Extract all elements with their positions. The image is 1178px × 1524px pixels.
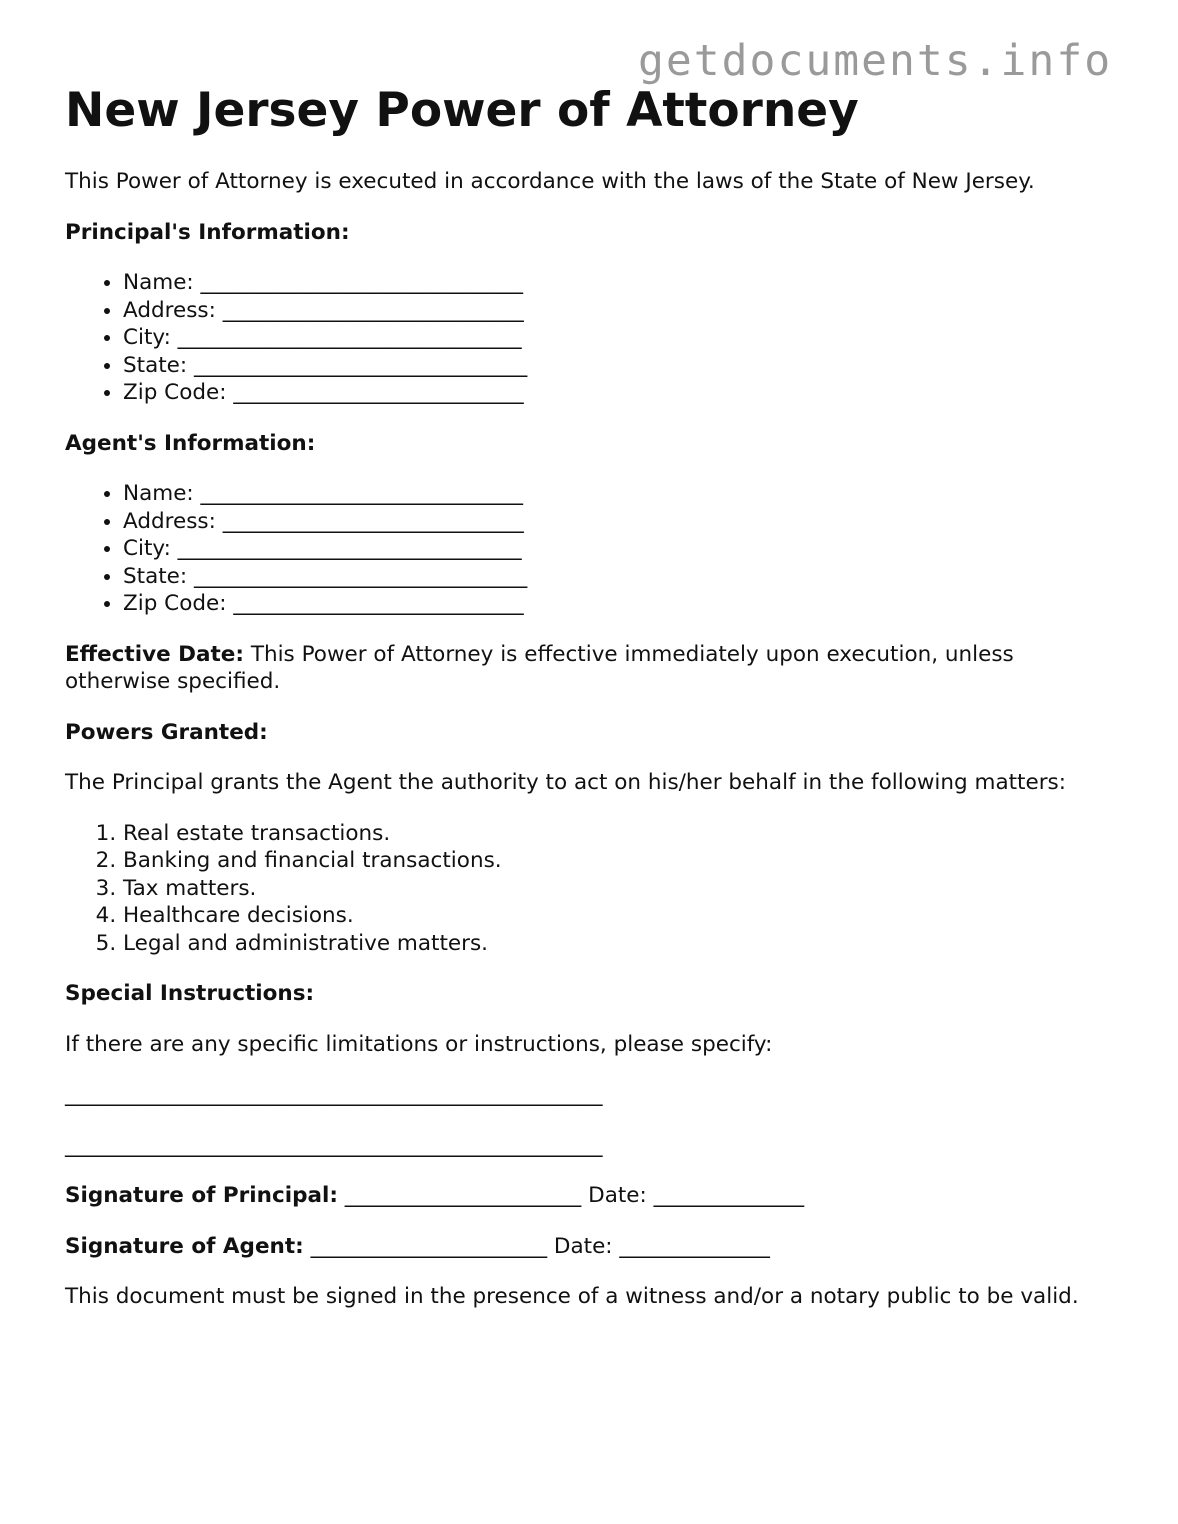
field-label: City:	[123, 536, 171, 561]
blank-line[interactable]: ___________________________	[233, 591, 524, 616]
principal-city-field[interactable]	[123, 324, 1125, 352]
blank-line[interactable]: ____________________________	[222, 508, 524, 534]
effective-date-label: Effective Date:	[65, 641, 244, 667]
agent-name-field[interactable]	[123, 480, 1125, 508]
special-instructions-heading: Special Instructions:	[65, 981, 315, 1006]
blank-line[interactable]: _______________________________	[194, 352, 528, 378]
blank-line[interactable]: ______________________________	[200, 270, 524, 295]
field-label: State:	[123, 563, 188, 589]
agent-city-field[interactable]	[123, 535, 1125, 563]
field-label: City:	[123, 325, 171, 350]
principal-zip-field[interactable]	[123, 379, 1125, 407]
agent-heading: Agent's Information:	[65, 430, 316, 456]
field-label: Name:	[123, 481, 194, 506]
blank-line[interactable]: ___________________________	[233, 380, 524, 405]
effective-date-text: This Power of Attorney is effective immediately upon execution, unless otherwise specified.	[65, 641, 1014, 694]
intro-text: This Power of Attorney is executed in accordance with the laws of the State of New Jersey.	[65, 169, 1035, 194]
blank-line[interactable]: ________________________________	[177, 325, 522, 350]
agent-zip-field[interactable]	[123, 590, 1125, 618]
effective-date-paragraph	[65, 641, 1125, 696]
agent-state-field[interactable]	[123, 563, 1125, 591]
field-label: Zip Code:	[123, 591, 227, 616]
blank-line[interactable]: ____________________________	[222, 297, 524, 323]
instructions-line-2[interactable]: __________________________________________________	[65, 1132, 603, 1158]
principal-date-line[interactable]: ______________	[653, 1183, 805, 1208]
principal-state-field[interactable]	[123, 352, 1125, 380]
agent-signature-row	[65, 1233, 1125, 1261]
document-body	[65, 168, 1125, 1334]
powers-intro: The Principal grants the Agent the authority to act on his/her behalf in the following matters:	[65, 770, 1066, 795]
principal-signature-label: Signature of Principal:	[65, 1183, 338, 1208]
principal-signature-line[interactable]: ______________________	[344, 1183, 582, 1208]
blank-line[interactable]: ______________________________	[200, 481, 524, 506]
principal-fields	[65, 269, 1125, 407]
powers-heading: Powers Granted:	[65, 719, 268, 745]
field-label: Address:	[123, 508, 216, 534]
agent-fields	[65, 480, 1125, 618]
agent-address-field[interactable]	[123, 508, 1125, 536]
field-label: Address:	[123, 297, 216, 323]
powers-list	[65, 820, 1125, 958]
blank-line[interactable]: _______________________________	[194, 563, 528, 589]
list-item: 1. Real estate transactions.	[123, 820, 1125, 848]
principal-heading: Principal's Information:	[65, 219, 350, 245]
special-instructions-text: If there are any specific limitations or instructions, please specify:	[65, 1031, 773, 1057]
agent-signature-label: Signature of Agent:	[65, 1233, 304, 1259]
watermark: getdocuments.info	[638, 36, 1113, 86]
principal-address-field[interactable]	[123, 297, 1125, 325]
agent-signature-line[interactable]: ______________________	[310, 1233, 548, 1259]
date-label: Date:	[553, 1233, 613, 1259]
list-item: 3. Tax matters.	[123, 875, 1125, 903]
instructions-line-1[interactable]: __________________________________________________	[65, 1082, 603, 1107]
list-item: 5. Legal and administrative matters.	[123, 930, 1125, 958]
blank-line[interactable]: ________________________________	[177, 536, 522, 561]
list-item: 4. Healthcare decisions.	[123, 902, 1125, 930]
principal-signature-row	[65, 1182, 1125, 1210]
footer-note: This document must be signed in the presence of a witness and/or a notary public to be valid.	[65, 1284, 1079, 1309]
field-label: Zip Code:	[123, 380, 227, 405]
list-item: 2. Banking and financial transactions.	[123, 847, 1125, 875]
field-label: Name:	[123, 270, 194, 295]
agent-date-line[interactable]: ______________	[619, 1233, 770, 1259]
date-label: Date:	[588, 1183, 647, 1208]
page-title: New Jersey Power of Attorney	[65, 83, 859, 138]
principal-name-field[interactable]	[123, 269, 1125, 297]
field-label: State:	[123, 352, 188, 378]
